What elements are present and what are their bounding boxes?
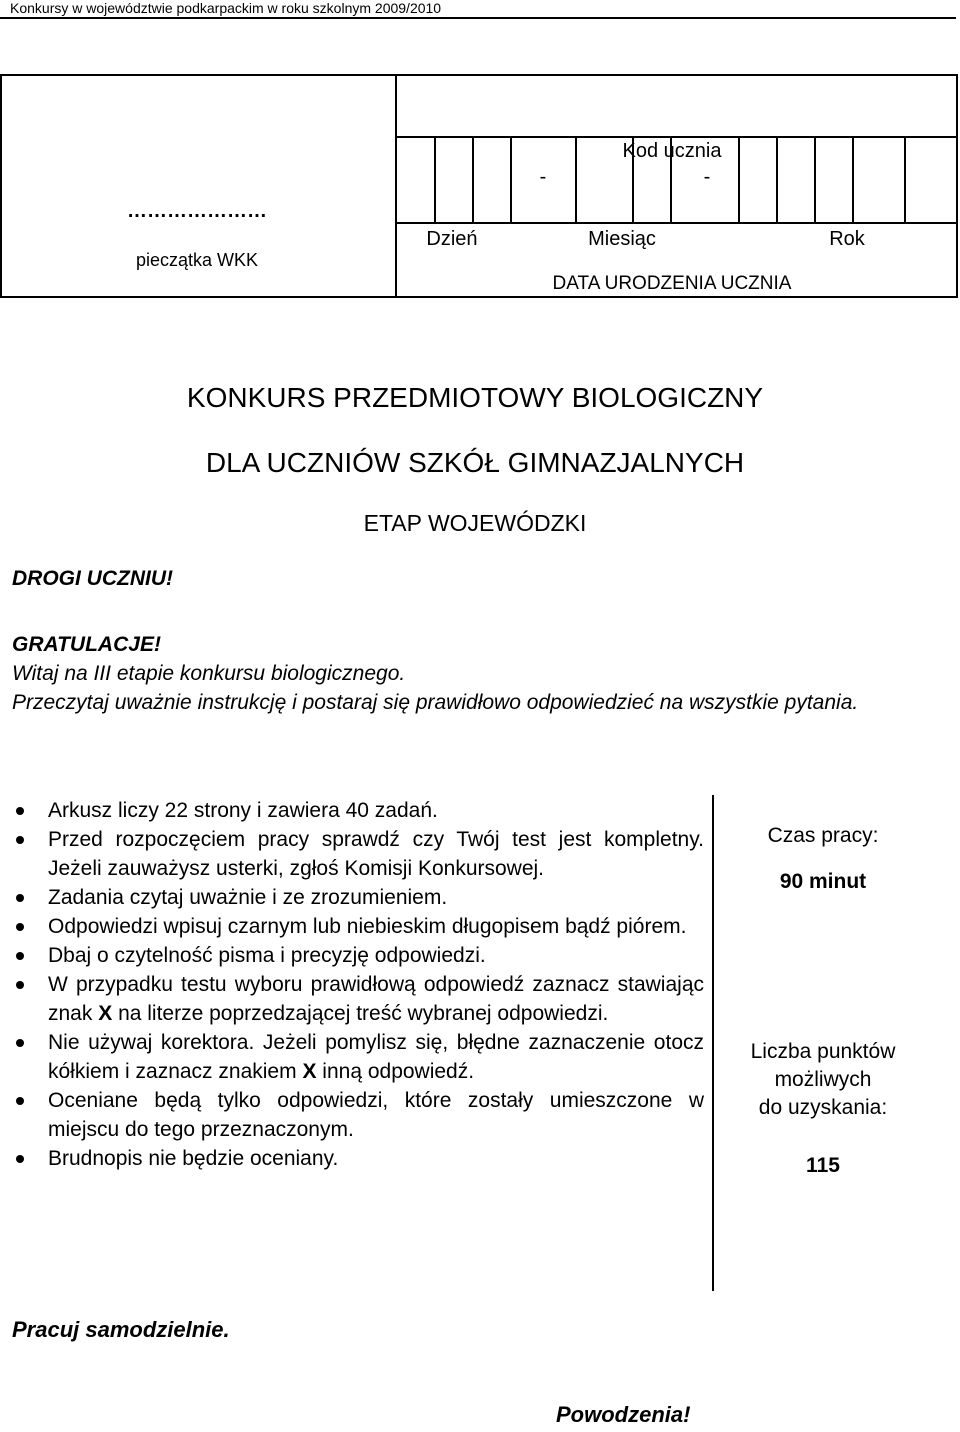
list-item: Oceniane będą tylko odpowiedzi, które zostały umieszczone w miejscu do tego przeznaczonym. <box>16 1086 704 1144</box>
form-divider <box>814 136 816 222</box>
bullet-icon <box>16 807 24 815</box>
form-divider <box>395 222 956 224</box>
running-header: Konkursy w województwie podkarpackim w roku szkolnym 2009/2010 <box>10 0 442 16</box>
side-divider <box>712 795 714 1291</box>
bullet-icon <box>16 981 24 989</box>
bullet-icon <box>16 1097 24 1105</box>
contest-title: KONKURS PRZEDMIOTOWY BIOLOGICZNY <box>186 382 764 413</box>
time-label: Czas pracy: <box>767 824 879 847</box>
form-divider <box>575 136 577 222</box>
contest-subtitle: DLA UCZNIÓW SZKÓŁ GIMNAZJALNYCH <box>205 447 745 478</box>
bullet-icon <box>16 923 24 931</box>
code-dash: - <box>539 166 547 188</box>
form-divider <box>776 136 778 222</box>
welcome-text: Witaj na III etapie konkursu biologicznego. <box>12 662 406 685</box>
stage-title: ETAP WOJEWÓDZKI <box>363 510 587 536</box>
mark-x: X <box>302 1060 317 1083</box>
congrats-heading: GRATULACJE! <box>12 633 161 656</box>
instruction-list <box>16 796 704 1173</box>
greeting-block <box>12 630 942 717</box>
list-item: Dbaj o czytelność pisma i precyzję odpowiedzi. <box>16 941 704 970</box>
bullet-icon <box>16 836 24 844</box>
points-label: do uzyskania: <box>758 1096 888 1119</box>
list-item: Nie używaj korektora. Jeżeli pomylisz się, błędne zaznaczenie otocz kółkiem i zaznacz znakiem X inną odpowiedź. <box>16 1028 704 1086</box>
dear-student-heading: DROGI UCZNIU! <box>12 567 173 590</box>
bullet-icon <box>16 1039 24 1047</box>
month-label: Miesiąc <box>588 228 656 250</box>
list-item: Przed rozpoczęciem pracy sprawdź czy Twój test jest kompletny. Jeżeli zauważysz usterki, zgłoś Komisji Konkursowej. <box>16 825 704 883</box>
bullet-icon <box>16 952 24 960</box>
form-divider <box>904 136 906 222</box>
list-item: Odpowiedzi wpisuj czarnym lub niebieskim długopisem bądź piórem. <box>16 912 704 941</box>
form-divider <box>510 136 512 222</box>
points-label: Liczba punktów <box>750 1040 896 1063</box>
form-divider <box>852 136 854 222</box>
bullet-icon <box>16 894 24 902</box>
mark-x: X <box>98 1002 113 1025</box>
list-item: Zadania czytaj uważnie i ze zrozumieniem. <box>16 883 704 912</box>
read-instructions-text: Przeczytaj uważnie instrukcję i postaraj się prawidłowo odpowiedzieć na wszystkie pytania. <box>12 691 859 714</box>
bullet-icon <box>16 1155 24 1163</box>
year-label: Rok <box>829 228 865 250</box>
good-luck-text: Powodzenia! <box>556 1402 691 1427</box>
stamp-label: pieczątka WKK <box>135 250 259 270</box>
form-divider <box>434 136 436 222</box>
code-dash: - <box>703 166 711 188</box>
day-label: Dzień <box>426 228 478 250</box>
form-divider <box>395 136 956 138</box>
form-divider <box>395 76 397 296</box>
points-label: możliwych <box>774 1068 872 1091</box>
list-item: Brudnopis nie będzie oceniany. <box>16 1144 704 1173</box>
student-info-form <box>0 74 958 298</box>
points-value: 115 <box>806 1154 840 1177</box>
list-item: W przypadku testu wyboru prawidłową odpowiedź zaznacz stawiając znak X na literze poprzedzającej treść wybranej odpowiedzi. <box>16 970 704 1028</box>
list-item: Arkusz liczy 22 strony i zawiera 40 zadań. <box>16 796 704 825</box>
birthdate-label: DATA URODZENIA UCZNIA <box>552 273 792 294</box>
form-divider <box>472 136 474 222</box>
work-alone-text: Pracuj samodzielnie. <box>12 1317 230 1342</box>
header-divider <box>0 17 956 19</box>
student-code-label: Kod ucznia <box>622 140 722 162</box>
stamp-dots: ………………… <box>127 200 267 222</box>
time-value: 90 minut <box>779 870 867 893</box>
